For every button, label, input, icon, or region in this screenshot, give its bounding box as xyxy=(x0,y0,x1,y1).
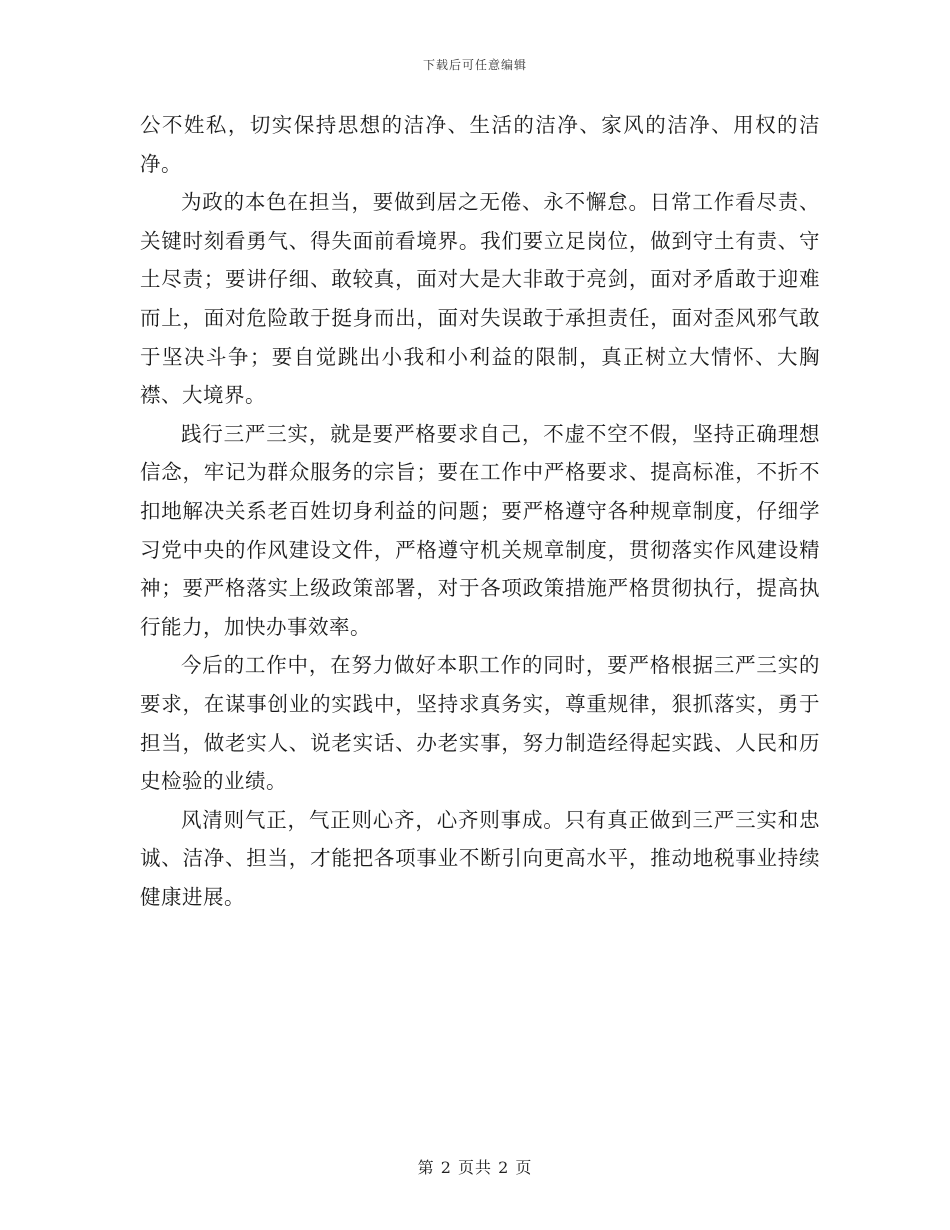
paragraph-1: 公不姓私，切实保持思想的洁净、生活的洁净、家风的洁净、用权的洁净。 xyxy=(140,113,820,176)
document-body xyxy=(140,106,820,916)
paragraph-2: 为政的本色在担当，要做到居之无倦、永不懈怠。日常工作看尽责、关键时刻看勇气、得失面前看境界。我们要立足岗位，做到守土有责、守土尽责；要讲仔细、敢较真，面对大是大非敢于亮剑，面对矛盾敢于迎难而上，面对危险敢于挺身而出，面对失误敢于承担责任，面对歪风邪气敢于坚决斗争；要自觉跳出小我和小利益的限制，真正树立大情怀、大胸襟、大境界。 xyxy=(140,190,820,408)
paragraph-4: 今后的工作中，在努力做好本职工作的同时，要严格根据三严三实的要求，在谋事创业的实践中，坚持求真务实，尊重规律，狠抓落实，勇于担当，做老实人、说老实话、办老实事，努力制造经得起实践、人民和历史检验的业绩。 xyxy=(140,653,820,794)
paragraph-3: 践行三严三实，就是要严格要求自己，不虚不空不假，坚持正确理想信念，牢记为群众服务的宗旨；要在工作中严格要求、提高标准，不折不扣地解决关系老百姓切身利益的问题；要严格遵守各种规章制度，仔细学习党中央的作风建设文件，严格遵守机关规章制度，贯彻落实作风建设精神；要严格落实上级政策部署，对于各项政策措施严格贯彻执行，提高执行能力，加快办事效率。 xyxy=(140,421,820,639)
header-note: 下载后可任意编辑 xyxy=(422,58,527,72)
paragraph-5: 风清则气正，气正则心齐，心齐则事成。只有真正做到三严三实和忠诚、洁净、担当，才能把各项事业不断引向更高水平，推动地税事业持续健康进展。 xyxy=(140,807,820,909)
page-number: 第 2 页共 2 页 xyxy=(417,1158,533,1177)
